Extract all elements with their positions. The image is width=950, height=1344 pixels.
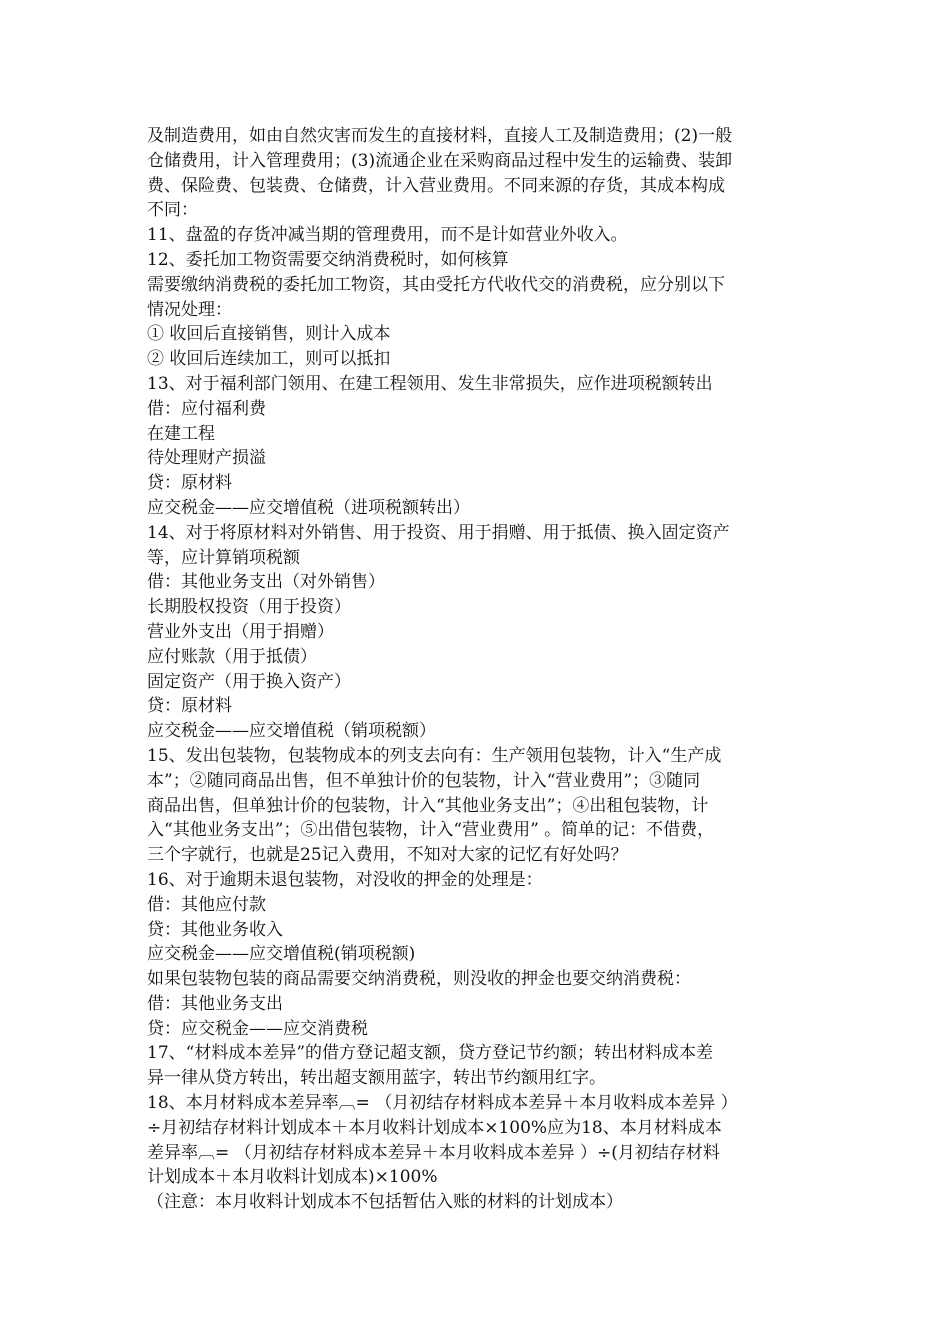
- text-line: 费、保险费、包装费、仓储费，计入营业费用。不同来源的存货，其成本构成: [147, 175, 725, 196]
- text-line: 借：应付福利费: [147, 398, 266, 419]
- document-body: [147, 124, 827, 1215]
- text-line: 差异率︹= （月初结存材料成本差异＋本月收料成本差异 ）÷(月初结存材料: [147, 1142, 720, 1163]
- text-line: ÷月初结存材料计划成本＋本月收料计划成本×100%应为18、本月材料成本: [147, 1117, 722, 1138]
- text-line: 贷：应交税金——应交消费税: [147, 1018, 368, 1039]
- text-line: 应付账款（用于抵债）: [147, 646, 317, 667]
- text-line: 16、对于逾期未退包装物，对没收的押金的处理是：: [147, 869, 543, 890]
- text-line: 本”；②随同商品出售，但不单独计价的包装物，计入“营业费用”；③随同: [147, 770, 701, 791]
- text-line: 异一律从贷方转出，转出超支额用蓝字，转出节约额用红字。: [147, 1068, 606, 1089]
- text-line: ① 收回后直接销售，则计入成本: [147, 324, 391, 345]
- text-line: 借：其他应付款: [147, 894, 266, 915]
- text-line: 待处理财产损溢: [147, 448, 266, 469]
- text-line: 12、委托加工物资需要交纳消费税时，如何核算: [147, 249, 509, 270]
- text-line: 17、“材料成本差异”的借方登记超支额，贷方登记节约额；转出材料成本差: [147, 1043, 714, 1064]
- text-line: 应交税金——应交增值税（销项税额）: [147, 721, 436, 742]
- text-line: 贷：原材料: [147, 696, 232, 717]
- text-line: 15、发出包装物，包装物成本的列支去向有：生产领用包装物，计入“生产成: [147, 745, 722, 766]
- text-line: 需要缴纳消费税的委托加工物资，其由受托方代收代交的消费税，应分别以下: [147, 274, 725, 295]
- text-line: 情况处理：: [147, 299, 232, 320]
- text-line: 固定资产（用于换入资产）: [147, 671, 351, 692]
- text-line: 三个字就行，也就是25记入费用，不知对大家的记忆有好处吗？: [147, 845, 628, 866]
- text-line: 仓储费用，计入管理费用；(3)流通企业在采购商品过程中发生的运输费、装卸: [147, 150, 733, 171]
- text-line: 借：其他业务支出（对外销售）: [147, 572, 385, 593]
- text-line: 贷：原材料: [147, 473, 232, 494]
- text-line: ② 收回后连续加工，则可以抵扣: [147, 349, 391, 370]
- text-line: 商品出售，但单独计价的包装物，计入“其他业务支出”；④出租包装物，计: [147, 795, 709, 816]
- text-line: 18、本月材料成本差异率︹= （月初结存材料成本差异＋本月收料成本差异 ）: [147, 1093, 738, 1114]
- text-line: 营业外支出（用于捐赠）: [147, 621, 334, 642]
- text-line: 长期股权投资（用于投资）: [147, 597, 351, 618]
- text-line: 在建工程: [147, 423, 215, 444]
- text-line: 应交税金——应交增值税(销项税额): [147, 944, 416, 965]
- text-line: 等，应计算销项税额: [147, 547, 300, 568]
- text-line: 14、对于将原材料对外销售、用于投资、用于捐赠、用于抵债、换入固定资产: [147, 522, 730, 543]
- text-line: 13、对于福利部门领用、在建工程领用、发生非常损失，应作进项税额转出: [147, 373, 713, 394]
- text-line: （注意：本月收料计划成本不包括暂估入账的材料的计划成本）: [147, 1192, 623, 1213]
- text-line: 不同：: [147, 200, 198, 221]
- text-line: 借：其他业务支出: [147, 993, 283, 1014]
- text-line: 11、盘盈的存货冲减当期的管理费用，而不是计如营业外收入。: [147, 225, 628, 246]
- text-line: 入“其他业务支出”；⑤出借包装物，计入“营业费用” 。简单的记：不借费，: [147, 820, 715, 841]
- text-line: 如果包装物包装的商品需要交纳消费税，则没收的押金也要交纳消费税：: [147, 969, 691, 990]
- text-line: 应交税金——应交增值税（进项税额转出）: [147, 497, 470, 518]
- text-line: 及制造费用，如由自然灾害而发生的直接材料，直接人工及制造费用；(2)一般: [147, 126, 733, 146]
- text-line: 贷：其他业务收入: [147, 919, 283, 940]
- text-line: 计划成本＋本月收料计划成本)×100%: [147, 1167, 438, 1188]
